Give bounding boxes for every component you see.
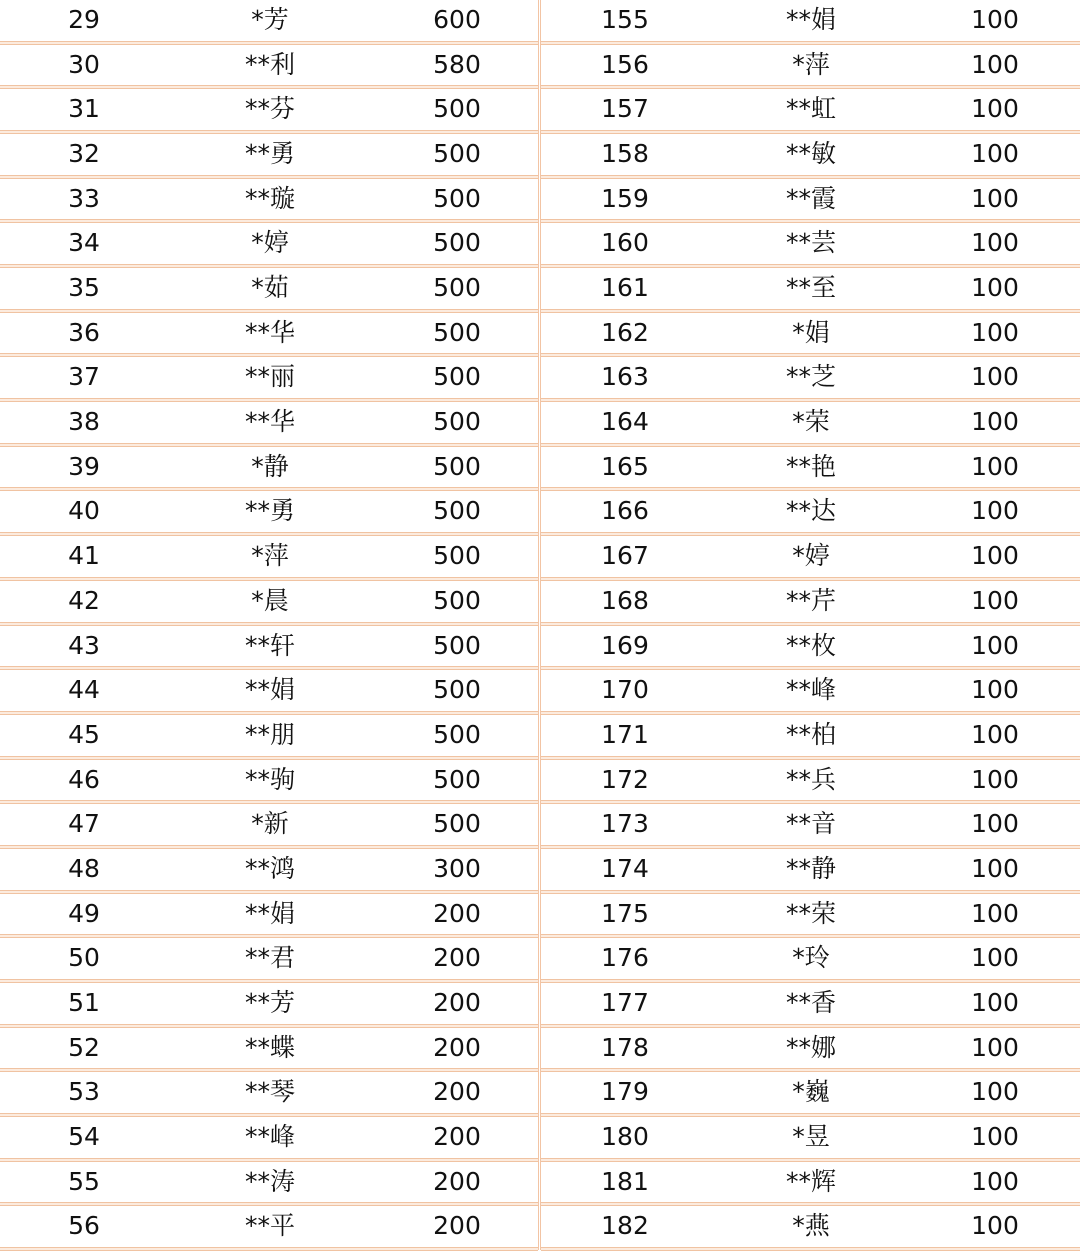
donor-name: **敏 — [785, 139, 836, 169]
donor-name: **兵 — [785, 764, 836, 794]
donor-name: **枚 — [785, 630, 836, 660]
donor-name: **娟 — [244, 898, 295, 928]
donation-amount: 200 — [433, 898, 481, 928]
donor-name: *茹 — [251, 273, 289, 303]
donor-name: *昱 — [792, 1122, 830, 1151]
donation-amount: 100 — [971, 496, 1019, 526]
row-number: 178 — [601, 1032, 649, 1062]
donation-amount: 100 — [971, 719, 1019, 749]
donation-amount: 100 — [971, 764, 1019, 794]
donor-name: **静 — [785, 853, 836, 883]
donor-name: *巍 — [792, 1077, 830, 1107]
donor-name: *燕 — [792, 1211, 830, 1241]
table-row — [0, 894, 538, 939]
row-number: 170 — [601, 675, 649, 705]
table-row — [541, 1206, 1080, 1251]
donation-amount: 200 — [433, 1122, 481, 1151]
row-number: 34 — [68, 228, 100, 258]
donor-name: *婷 — [251, 228, 289, 258]
donor-name: **华 — [244, 407, 295, 437]
row-number: 42 — [68, 585, 100, 615]
row-number: 159 — [601, 183, 649, 213]
donation-amount: 100 — [971, 987, 1019, 1017]
table-row — [541, 268, 1080, 313]
donation-amount: 100 — [971, 362, 1019, 392]
donor-name: **霞 — [785, 183, 836, 213]
row-number: 54 — [68, 1122, 100, 1151]
donation-amount: 100 — [971, 183, 1019, 213]
row-number: 48 — [68, 853, 100, 883]
donation-amount: 100 — [971, 853, 1019, 883]
donation-amount: 100 — [971, 585, 1019, 615]
row-number: 36 — [68, 317, 100, 347]
row-number: 52 — [68, 1032, 100, 1062]
donor-name: **达 — [785, 496, 836, 526]
table-row — [541, 313, 1080, 358]
row-number: 157 — [601, 94, 649, 124]
donor-name: **君 — [244, 943, 295, 973]
donor-name: **虹 — [785, 94, 836, 124]
donor-name: **轩 — [244, 630, 295, 660]
row-number: 40 — [68, 496, 100, 526]
donation-amount: 500 — [433, 183, 481, 213]
table-row — [0, 1162, 538, 1207]
donation-amount: 600 — [433, 5, 481, 34]
row-number: 164 — [601, 407, 649, 437]
row-divider — [0, 1247, 538, 1251]
donor-name: **芳 — [244, 987, 295, 1017]
donation-amount: 100 — [971, 49, 1019, 79]
donor-name: **荣 — [785, 898, 836, 928]
donor-name: **鸿 — [244, 853, 295, 883]
row-number: 38 — [68, 407, 100, 437]
donor-name: **华 — [244, 317, 295, 347]
donation-amount: 500 — [433, 496, 481, 526]
donation-amount: 500 — [433, 228, 481, 258]
table-row — [541, 849, 1080, 894]
donor-name: *静 — [251, 451, 289, 481]
donation-amount: 100 — [971, 809, 1019, 839]
row-number: 162 — [601, 317, 649, 347]
row-number: 43 — [68, 630, 100, 660]
right-table — [541, 0, 1080, 1250]
row-number: 49 — [68, 898, 100, 928]
row-number: 169 — [601, 630, 649, 660]
donation-amount: 100 — [971, 273, 1019, 303]
donor-name: **娟 — [785, 5, 836, 34]
row-number: 167 — [601, 541, 649, 571]
row-number: 155 — [601, 5, 649, 34]
table-row — [0, 581, 538, 626]
table-row — [541, 0, 1080, 45]
table-row — [541, 894, 1080, 939]
donation-amount: 500 — [433, 585, 481, 615]
table-row — [541, 983, 1080, 1028]
row-number: 47 — [68, 809, 100, 839]
row-number: 55 — [68, 1166, 100, 1196]
table-row — [541, 715, 1080, 760]
donation-amount: 500 — [433, 675, 481, 705]
row-number: 56 — [68, 1211, 100, 1241]
donation-amount: 200 — [433, 1166, 481, 1196]
donation-amount: 580 — [433, 49, 481, 79]
donor-name: *晨 — [251, 585, 289, 615]
donation-amount: 100 — [971, 139, 1019, 169]
donor-name: **芝 — [785, 362, 836, 392]
table-row — [0, 536, 538, 581]
donor-name: **芹 — [785, 585, 836, 615]
table-row — [541, 1162, 1080, 1207]
table-row — [541, 491, 1080, 536]
table-row — [0, 45, 538, 90]
donor-name: **涛 — [244, 1166, 295, 1196]
donor-name: **勇 — [244, 496, 295, 526]
donor-name: **芬 — [244, 94, 295, 124]
donation-amount: 100 — [971, 1166, 1019, 1196]
donation-amount: 100 — [971, 317, 1019, 347]
table-row — [541, 804, 1080, 849]
row-number: 176 — [601, 943, 649, 973]
table-row — [541, 670, 1080, 715]
row-number: 166 — [601, 496, 649, 526]
row-number: 37 — [68, 362, 100, 392]
donor-name: *荣 — [792, 407, 830, 437]
table-row — [541, 938, 1080, 983]
table-row — [0, 313, 538, 358]
donation-amount: 100 — [971, 1032, 1019, 1062]
row-number: 30 — [68, 49, 100, 79]
donor-name: **璇 — [244, 183, 295, 213]
table-row — [0, 715, 538, 760]
table-row — [0, 626, 538, 671]
donor-name: **柏 — [785, 719, 836, 749]
row-number: 160 — [601, 228, 649, 258]
left-table — [0, 0, 538, 1250]
donor-name: **娜 — [785, 1032, 836, 1062]
table-row — [541, 134, 1080, 179]
table-row — [541, 89, 1080, 134]
table-row — [541, 223, 1080, 268]
donor-name: **蝶 — [244, 1032, 295, 1062]
row-number: 168 — [601, 585, 649, 615]
row-number: 35 — [68, 273, 100, 303]
donation-amount: 200 — [433, 1077, 481, 1107]
row-number: 33 — [68, 183, 100, 213]
row-number: 179 — [601, 1077, 649, 1107]
donor-name: *萍 — [251, 541, 289, 571]
donor-name: **利 — [244, 49, 295, 79]
donation-amount: 500 — [433, 719, 481, 749]
row-number: 44 — [68, 675, 100, 705]
row-number: 171 — [601, 719, 649, 749]
donation-amount: 200 — [433, 943, 481, 973]
table-row — [541, 626, 1080, 671]
row-number: 158 — [601, 139, 649, 169]
donation-amount: 100 — [971, 451, 1019, 481]
row-number: 32 — [68, 139, 100, 169]
row-number: 181 — [601, 1166, 649, 1196]
donation-amount: 200 — [433, 1211, 481, 1241]
donation-amount: 500 — [433, 273, 481, 303]
row-divider — [541, 1247, 1080, 1251]
donation-amount: 100 — [971, 898, 1019, 928]
table-row — [0, 357, 538, 402]
table-row — [541, 179, 1080, 224]
donation-amount: 500 — [433, 317, 481, 347]
donation-amount: 100 — [971, 5, 1019, 34]
row-number: 165 — [601, 451, 649, 481]
donor-name: **至 — [785, 273, 836, 303]
donation-amount: 100 — [971, 943, 1019, 973]
table-row — [0, 89, 538, 134]
donor-name: *娟 — [792, 317, 830, 347]
donor-name: **朋 — [244, 719, 295, 749]
table-row — [0, 491, 538, 536]
donation-amount: 100 — [971, 228, 1019, 258]
donor-name: **峰 — [785, 675, 836, 705]
donation-amount: 100 — [971, 630, 1019, 660]
donation-amount: 100 — [971, 541, 1019, 571]
donation-amount: 500 — [433, 407, 481, 437]
donation-amount: 500 — [433, 630, 481, 660]
donor-name: **芸 — [785, 228, 836, 258]
donation-amount: 100 — [971, 94, 1019, 124]
donation-amount: 500 — [433, 94, 481, 124]
donation-amount: 100 — [971, 675, 1019, 705]
donor-name: *玲 — [792, 943, 830, 973]
row-number: 39 — [68, 451, 100, 481]
donor-name: **峰 — [244, 1122, 295, 1151]
table-row — [0, 1072, 538, 1117]
donation-amount: 200 — [433, 987, 481, 1017]
table-row — [541, 447, 1080, 492]
donor-name: *新 — [251, 809, 289, 839]
donation-amount: 500 — [433, 139, 481, 169]
donation-amount: 500 — [433, 764, 481, 794]
donation-amount: 500 — [433, 541, 481, 571]
table-row — [0, 134, 538, 179]
table-row — [0, 0, 538, 45]
row-number: 29 — [68, 5, 100, 34]
table-row — [0, 223, 538, 268]
table-row — [0, 1028, 538, 1073]
row-number: 41 — [68, 541, 100, 571]
row-number: 182 — [601, 1211, 649, 1241]
table-row — [541, 1117, 1080, 1162]
table-row — [541, 402, 1080, 447]
row-number: 161 — [601, 273, 649, 303]
row-number: 31 — [68, 94, 100, 124]
row-number: 180 — [601, 1122, 649, 1151]
donation-amount: 100 — [971, 1122, 1019, 1151]
row-number: 45 — [68, 719, 100, 749]
donor-name: **辉 — [785, 1166, 836, 1196]
donor-name: **驹 — [244, 764, 295, 794]
table-row — [541, 536, 1080, 581]
table-row — [0, 1117, 538, 1162]
donor-name: **丽 — [244, 362, 295, 392]
donor-name: *萍 — [792, 49, 830, 79]
table-row — [0, 938, 538, 983]
table-row — [541, 45, 1080, 90]
donor-name: **香 — [785, 987, 836, 1017]
donation-amount: 500 — [433, 451, 481, 481]
donor-name: **平 — [244, 1211, 295, 1241]
donation-amount: 500 — [433, 809, 481, 839]
donor-name: **艳 — [785, 451, 836, 481]
row-number: 175 — [601, 898, 649, 928]
donation-amount: 200 — [433, 1032, 481, 1062]
row-number: 156 — [601, 49, 649, 79]
donation-amount: 100 — [971, 1077, 1019, 1107]
donor-name: **琴 — [244, 1077, 295, 1107]
table-row — [0, 804, 538, 849]
donor-name: *芳 — [251, 5, 289, 34]
table-row — [0, 268, 538, 313]
row-number: 174 — [601, 853, 649, 883]
row-number: 53 — [68, 1077, 100, 1107]
donation-amount: 500 — [433, 362, 481, 392]
table-row — [0, 983, 538, 1028]
table-row — [0, 760, 538, 805]
table-row — [0, 447, 538, 492]
table-row — [541, 1072, 1080, 1117]
table-row — [0, 849, 538, 894]
row-number: 163 — [601, 362, 649, 392]
table-row — [0, 179, 538, 224]
donor-name: **娟 — [244, 675, 295, 705]
table-row — [0, 402, 538, 447]
row-number: 172 — [601, 764, 649, 794]
table-row — [0, 1206, 538, 1251]
table-row — [541, 1028, 1080, 1073]
donation-amount: 100 — [971, 1211, 1019, 1241]
row-number: 177 — [601, 987, 649, 1017]
donor-name: **勇 — [244, 139, 295, 169]
row-number: 46 — [68, 764, 100, 794]
table-row — [541, 581, 1080, 626]
donation-amount: 100 — [971, 407, 1019, 437]
table-row — [541, 357, 1080, 402]
table-row — [0, 670, 538, 715]
row-number: 173 — [601, 809, 649, 839]
table-row — [541, 760, 1080, 805]
row-number: 50 — [68, 943, 100, 973]
donation-amount: 300 — [433, 853, 481, 883]
donor-name: *婷 — [792, 541, 830, 571]
donor-name: **音 — [785, 809, 836, 839]
row-number: 51 — [68, 987, 100, 1017]
